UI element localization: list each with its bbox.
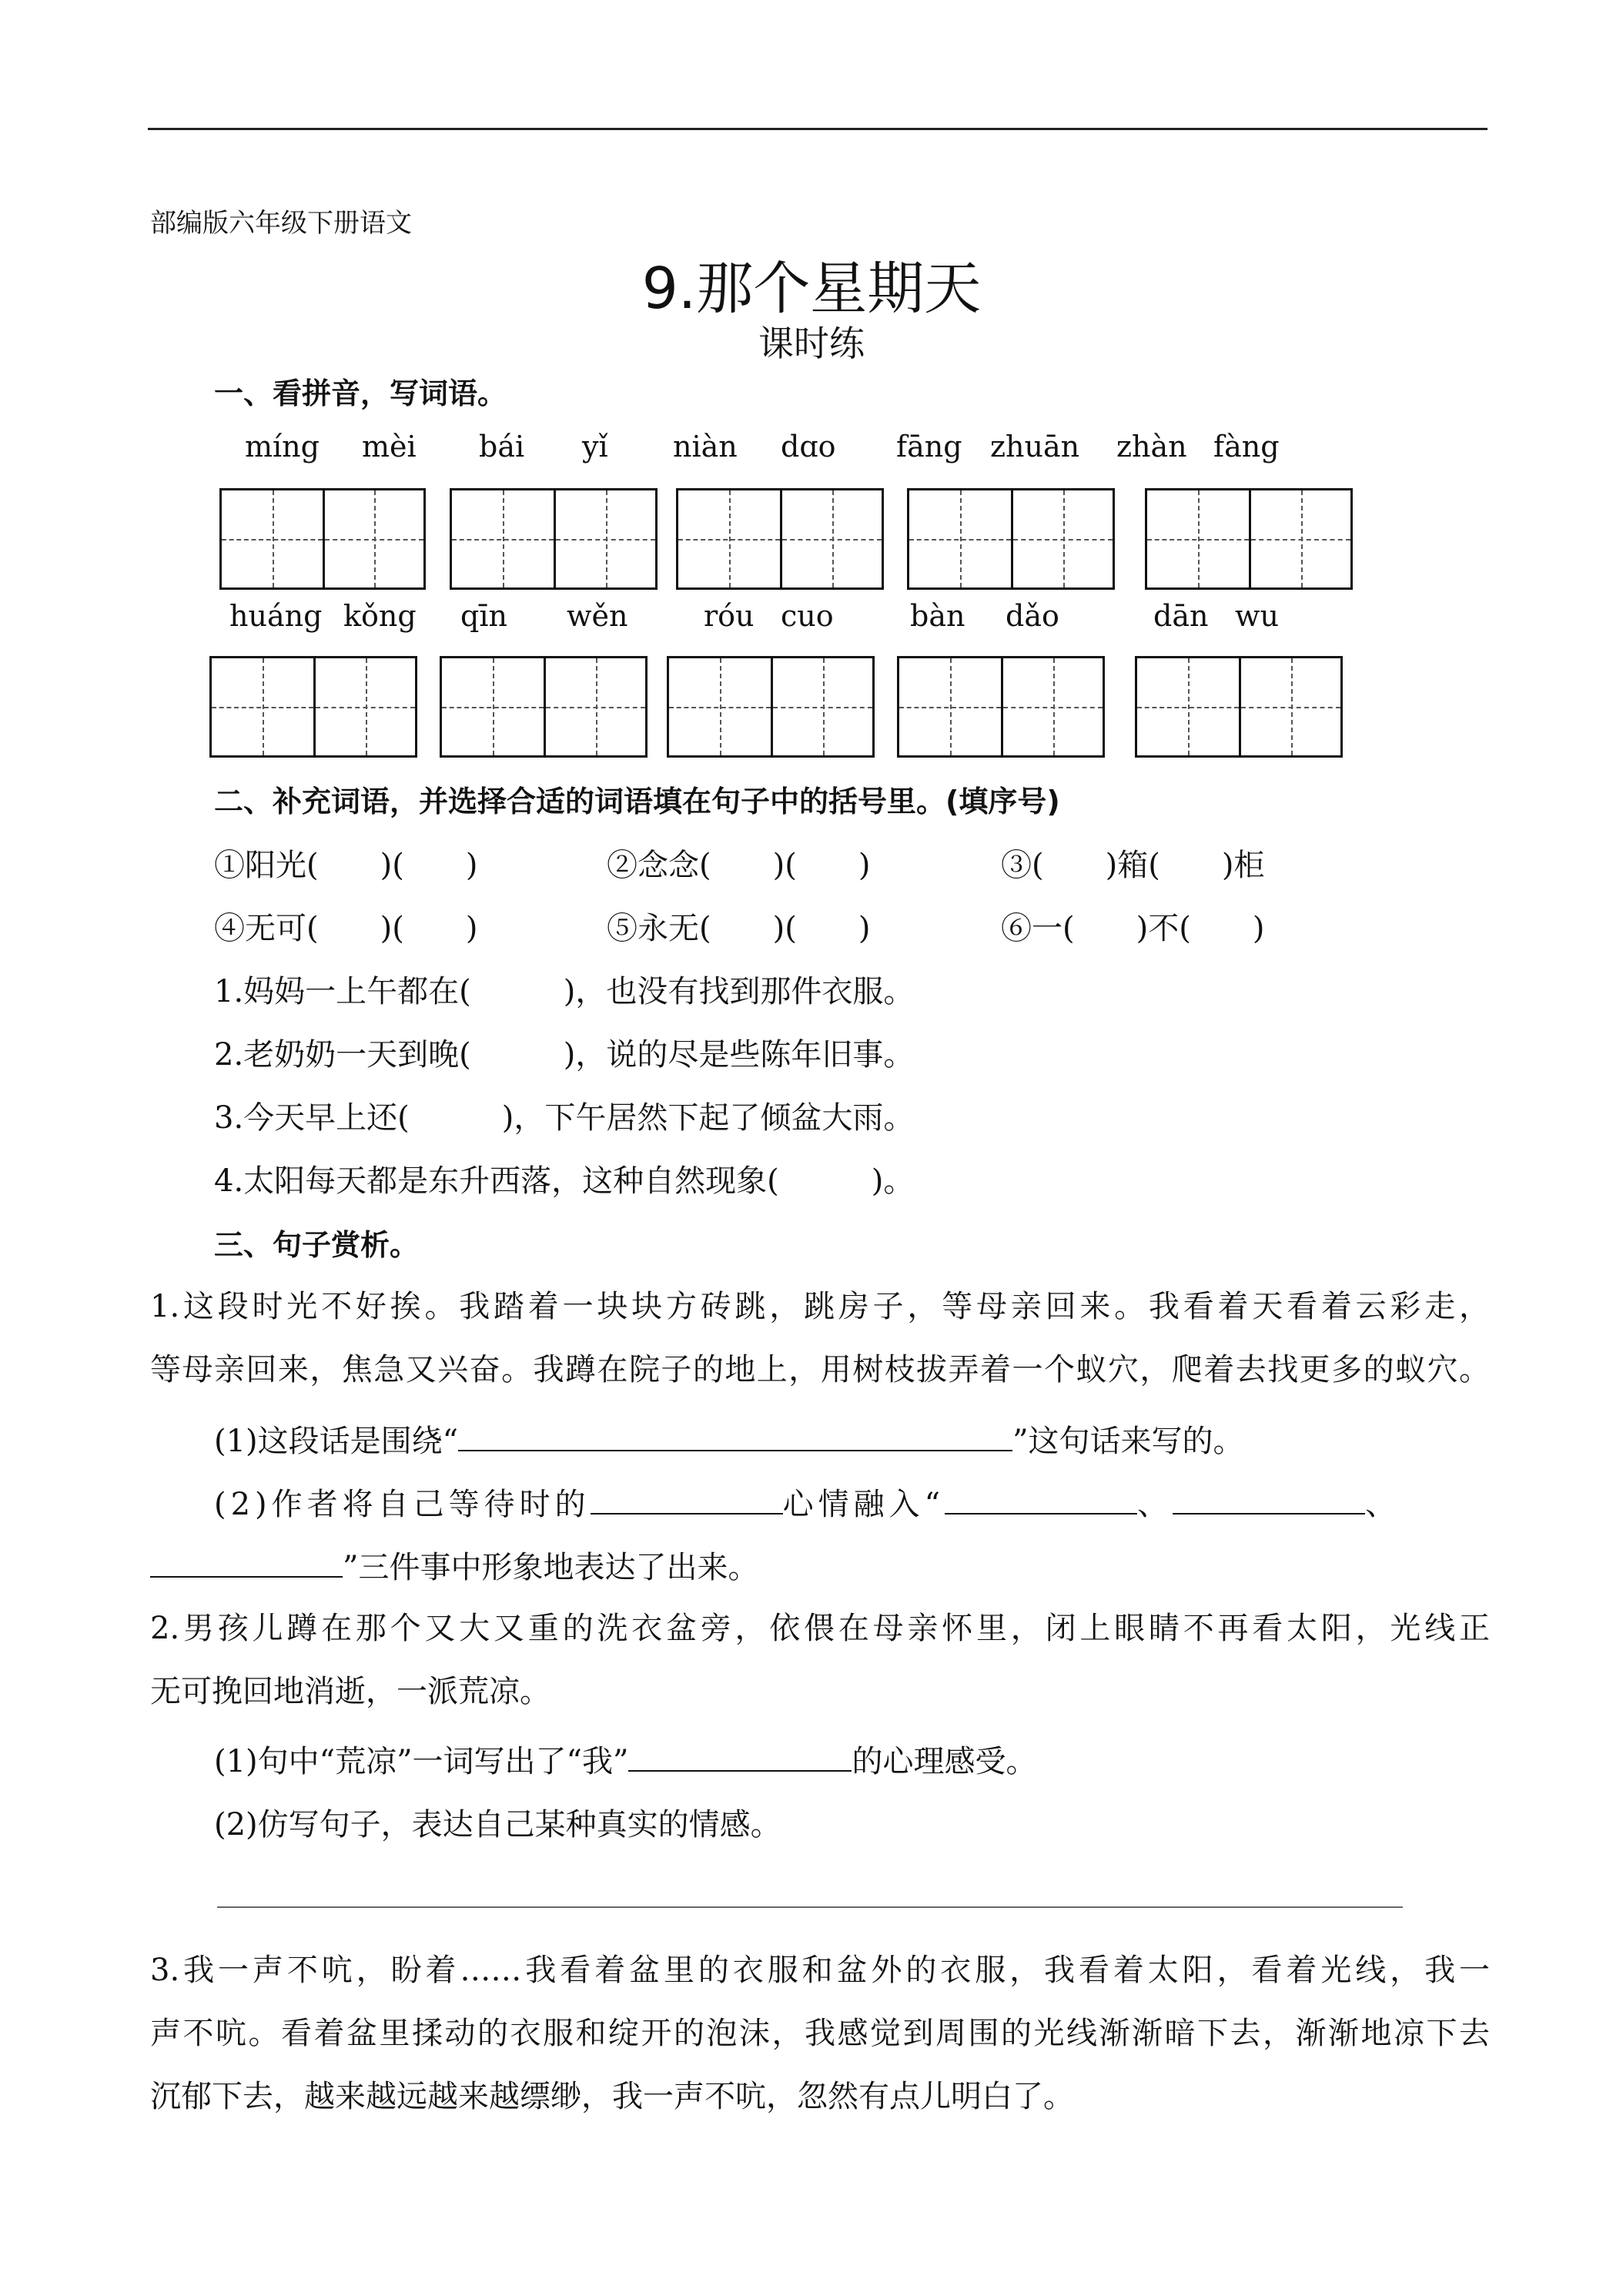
word-option: ⑤永无( )( ) (607, 911, 871, 946)
page-title: 9.那个星期天 (641, 256, 982, 322)
passage-1-line: 等母亲回来，焦急又兴奋。我蹲在院子的地上，用树枝拔弄着一个蚁穴，爬着去找更多的蚁穴。 (150, 1352, 1490, 1387)
question-text: ”这句话来写的。 (1012, 1424, 1244, 1459)
pinyin: dɑo (781, 430, 836, 464)
answer-blank[interactable] (458, 1422, 1012, 1451)
passage-2-line: 2.男孩儿蹲在那个又大又重的洗衣盆旁，依偎在母亲怀里，闭上眼睛不再看太阳，光线正 (150, 1611, 1490, 1646)
passage-3-line: 3.我一声不吭，盼着……我看着盆里的衣服和盆外的衣服，我看着太阳，看着光线，我一 (150, 1953, 1490, 1988)
pinyin: mèi (362, 430, 417, 464)
passage-2-line: 无可挽回地消逝，一派荒凉。 (150, 1674, 550, 1709)
pinyin: huáng (229, 599, 323, 633)
question-text: ”三件事中形象地表达了出来。 (343, 1550, 759, 1585)
question-1-1 (214, 1417, 1244, 1461)
pinyin: cuo (781, 599, 834, 633)
question-text: (1)句中“荒凉”一词写出了“我” (214, 1744, 629, 1779)
word-option: ①阳光( )( ) (214, 848, 478, 883)
pinyin: qīn (460, 599, 507, 633)
pinyin: wu (1235, 599, 1279, 633)
question-1-2 (214, 1480, 1400, 1524)
pinyin: bái (479, 430, 525, 464)
section2-heading: 二、补充词语，并选择合适的词语填在句子中的括号里。(填序号) (214, 785, 1060, 818)
question-text: (2)作者将自己等待时的 (214, 1487, 591, 1522)
word-option: ②念念( )( ) (607, 848, 871, 883)
answer-blank[interactable] (150, 1548, 343, 1578)
answer-blank[interactable] (945, 1485, 1137, 1514)
answer-blank[interactable] (628, 1742, 852, 1772)
answer-blank[interactable] (1173, 1485, 1365, 1514)
question-2-2: (2)仿写句子，表达自己某种真实的情感。 (214, 1807, 781, 1842)
page-subtitle: 课时练 (758, 323, 865, 364)
pinyin: zhuān (990, 430, 1080, 464)
pinyin: dǎo (1006, 599, 1059, 633)
pinyin: róu (704, 599, 755, 633)
writing-box[interactable] (907, 488, 1115, 590)
word-option: ④无可( )( ) (214, 911, 478, 946)
answer-blank[interactable] (591, 1485, 783, 1514)
top-rule (148, 128, 1487, 130)
question-text: 的心理感受。 (852, 1744, 1037, 1779)
fill-sentence: 4.太阳每天都是东升西落，这种自然现象( )。 (214, 1163, 915, 1199)
answer-line[interactable] (217, 1906, 1403, 1908)
writing-box[interactable] (1145, 488, 1353, 590)
pinyin: míng (245, 430, 320, 464)
pinyin: kǒng (343, 599, 417, 633)
fill-sentence: 1.妈妈一上午都在( )，也没有找到那件衣服。 (214, 974, 915, 1009)
passage-1-line: 1.这段时光不好挨。我踏着一块块方砖跳，跳房子，等母亲回来。我看着天看着云彩走， (150, 1289, 1490, 1324)
writing-box[interactable] (897, 656, 1105, 758)
section3-heading: 三、句子赏析。 (214, 1228, 420, 1262)
question-text: 、 (1365, 1487, 1401, 1522)
question-2-1 (214, 1737, 1036, 1781)
pinyin: fāng (896, 430, 962, 464)
pinyin: zhàn (1116, 430, 1187, 464)
pinyin: dān (1153, 599, 1209, 633)
word-option: ③( )箱( )柜 (1001, 848, 1265, 883)
passage-3-line: 声不吭。看着盆里揉动的衣服和绽开的泡沫，我感觉到周围的光线渐渐暗下去，渐渐地凉下去 (150, 2016, 1490, 2051)
writing-box[interactable] (219, 488, 426, 590)
writing-box[interactable] (209, 656, 417, 758)
fill-sentence: 3.今天早上还( )，下午居然下起了倾盆大雨。 (214, 1100, 915, 1136)
writing-box[interactable] (676, 488, 884, 590)
pinyin: bàn (910, 599, 965, 633)
writing-box[interactable] (450, 488, 658, 590)
question-text: 心情融入“ (782, 1487, 945, 1522)
question-text: (1)这段话是围绕“ (214, 1424, 459, 1459)
pinyin: wěn (567, 599, 628, 633)
pinyin: niàn (673, 430, 738, 464)
word-option: ⑥一( )不( ) (1001, 911, 1265, 946)
grade-note: 部编版六年级下册语文 (150, 208, 412, 239)
question-1-2-cont (150, 1543, 758, 1587)
section1-heading: 一、看拼音，写词语。 (214, 377, 507, 410)
writing-box[interactable] (667, 656, 875, 758)
writing-box[interactable] (1135, 656, 1343, 758)
writing-box[interactable] (440, 656, 648, 758)
pinyin: yǐ (582, 430, 608, 464)
pinyin: fàng (1213, 430, 1280, 464)
question-text: 、 (1137, 1487, 1173, 1522)
passage-3-line: 沉郁下去，越来越远越来越缥缈，我一声不吭，忽然有点儿明白了。 (150, 2079, 1074, 2114)
fill-sentence: 2.老奶奶一天到晚( )，说的尽是些陈年旧事。 (214, 1037, 915, 1073)
